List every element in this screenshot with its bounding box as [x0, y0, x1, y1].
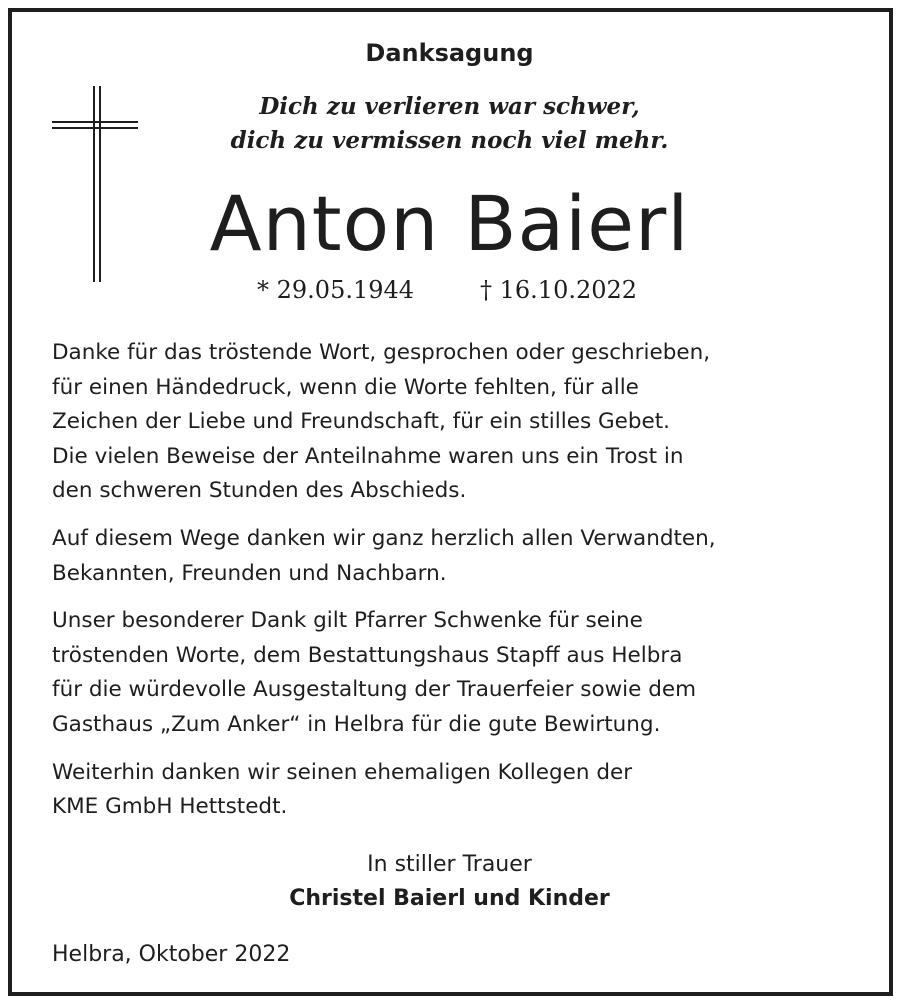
text-line: KME GmbH Hettstedt.	[52, 794, 288, 820]
text-line: den schweren Stunden des Abschieds.	[52, 478, 467, 504]
text-line: Bekannten, Freunden und Nachbarn.	[52, 560, 447, 586]
text-line: Die vielen Beweise der Anteilnahme waren uns ein Trost in	[52, 443, 684, 469]
paragraph	[52, 336, 852, 509]
deceased-name: Anton Baierl	[209, 179, 690, 268]
text-line: Weiterhin danken wir seinen ehemaligen Kollegen der	[52, 759, 633, 785]
text-line: für einen Händedruck, wenn die Worte fehlten, für alle	[52, 374, 639, 400]
birth-date: * 29.05.1944	[257, 276, 415, 304]
closing	[0, 848, 899, 916]
verse-line: dich zu vermissen noch viel mehr.	[230, 127, 669, 154]
verse-line: Dich zu verlieren war schwer,	[259, 93, 640, 120]
body-text	[52, 336, 852, 838]
text-line: Danke für das tröstende Wort, gesprochen oder geschrieben,	[52, 340, 711, 365]
text-line: Auf diesem Wege danken wir ganz herzlich allen Verwandten,	[52, 525, 716, 551]
text-line: Gasthaus „Zum Anker“ in Helbra für die gute Bewirtung.	[52, 711, 661, 737]
paragraph	[52, 522, 852, 591]
notice-heading: Danksagung	[365, 39, 534, 67]
text-line: für die würdevolle Ausgestaltung der Trauerfeier sowie dem	[52, 677, 697, 703]
death-date: † 16.10.2022	[480, 276, 638, 304]
paragraph	[52, 756, 852, 825]
closing-line: In stiller Trauer	[367, 852, 532, 877]
paragraph	[52, 604, 852, 742]
text-line: Unser besonderer Dank gilt Pfarrer Schwenke für seine	[52, 608, 643, 634]
text-line: Zeichen der Liebe und Freundschaft, für ein stilles Gebet.	[52, 409, 671, 435]
verse	[0, 90, 899, 158]
place-date: Helbra, Oktober 2022	[52, 942, 291, 967]
signers: Christel Baierl und Kinder	[289, 886, 610, 911]
text-line: tröstenden Worte, dem Bestattungshaus Stapff aus Helbra	[52, 642, 683, 668]
